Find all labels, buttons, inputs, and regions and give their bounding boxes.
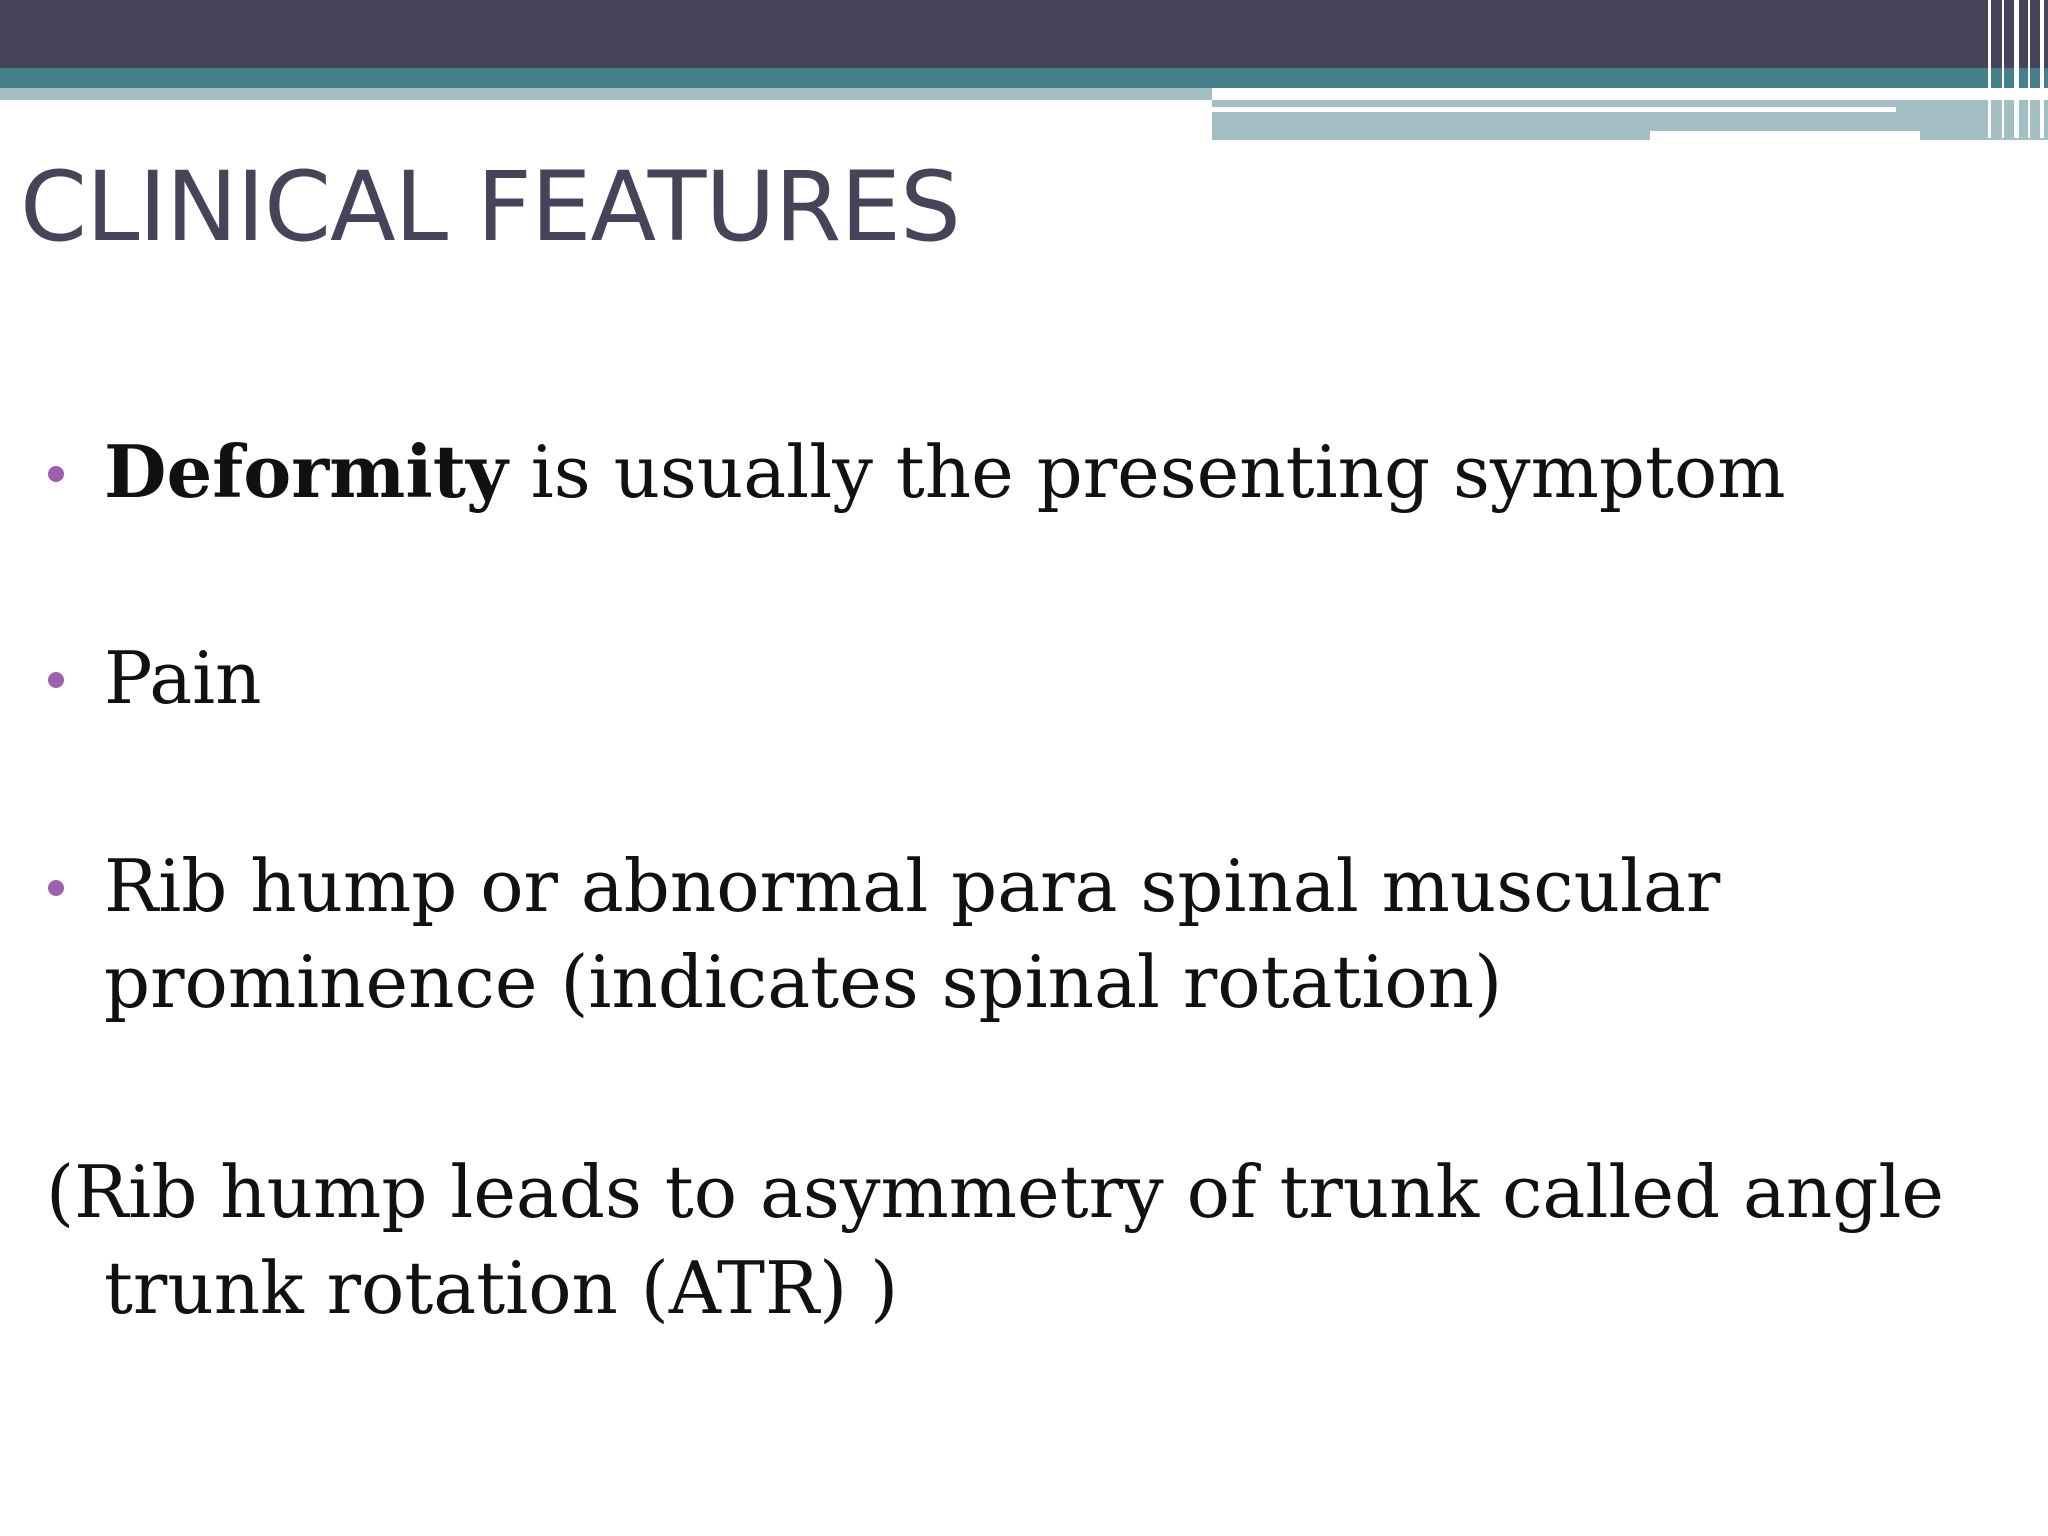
bullet-text: Rib hump or abnormal para spinal muscular prominence (indicates spinal rotation) <box>104 844 1721 1024</box>
bullet-body: is usually the presenting symptom <box>507 430 1786 514</box>
bullet-icon <box>48 466 64 482</box>
bullet-bold-term: Deformity <box>104 429 508 514</box>
bullet-text: Pain <box>104 636 262 720</box>
bullet-icon <box>48 880 64 896</box>
slide-note: (Rib hump leads to asymmetry of trunk called angle trunk rotation (ATR) ) <box>46 1150 1944 1330</box>
bullet-icon <box>48 672 64 688</box>
bullet-text <box>104 424 1864 520</box>
slide-title: CLINICAL FEATURES <box>20 151 960 263</box>
